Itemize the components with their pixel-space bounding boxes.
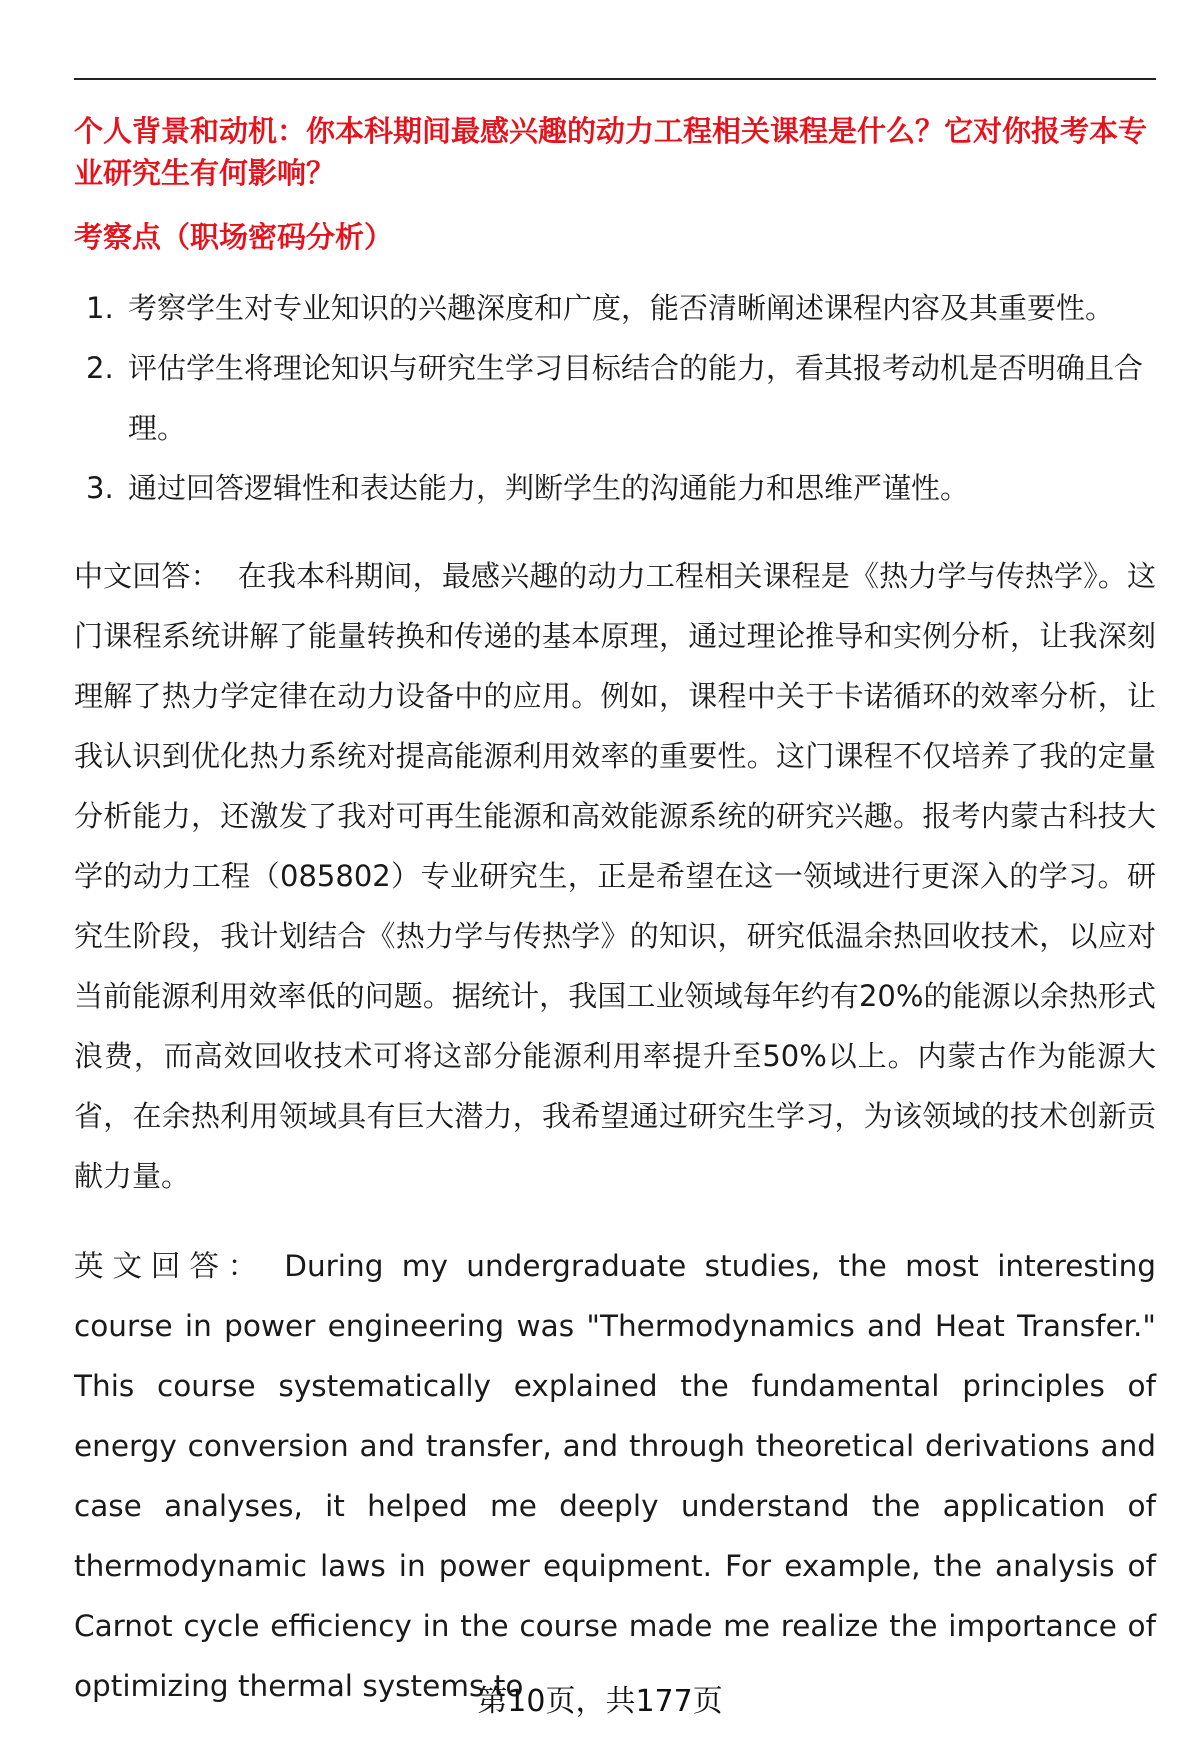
chinese-answer-label: 中文回答：: [74, 559, 220, 593]
list-item-text: 评估学生将理论知识与研究生学习目标结合的能力，看其报考动机是否明确且合理。: [128, 351, 1144, 445]
question-heading: 个人背景和动机：你本科期间最感兴趣的动力工程相关课程是什么？它对你报考本专业研究生有何影响？: [74, 114, 1148, 190]
list-item-number: 2.: [86, 351, 114, 385]
list-item: [74, 458, 1156, 518]
focus-points-list: [74, 278, 1156, 518]
list-item-number: 1.: [86, 291, 114, 325]
english-answer-text: During my undergraduate studies, the most interesting course in power engineering was "Thermodynamics and Heat Transfer." This course systematically explained the fundamental principles of energy conversion and transfer, and through theoretical derivations and case analyses, it helped me deeply understand the application of thermodynamic laws in power equipment. For example, the analysis of Carnot cycle efficiency in the course made me realize the importance of optimizing thermal systems to: [74, 1249, 1156, 1703]
page-number: 第10页，共177页: [477, 1684, 723, 1719]
english-answer: [74, 1236, 1156, 1716]
chinese-answer: [74, 546, 1156, 1206]
list-item-number: 3.: [86, 471, 114, 505]
english-answer-label: 英文回答：: [74, 1249, 267, 1283]
list-item-text: 考察学生对专业知识的兴趣深度和广度，能否清晰阐述课程内容及其重要性。: [128, 291, 1115, 325]
chinese-answer-text: 在我本科期间，最感兴趣的动力工程相关课程是《热力学与传热学》。这门课程系统讲解了能量转换和传递的基本原理，通过理论推导和实例分析，让我深刻理解了热力学定律在动力设备中的应用。例如，课程中关于卡诺循环的效率分析，让我认识到优化热力系统对提高能源利用效率的重要性。这门课程不仅培养了我的定量分析能力，还激发了我对可再生能源和高效能源系统的研究兴趣。报考内蒙古科技大学的动力工程（085802）专业研究生，正是希望在这一领域进行更深入的学习。研究生阶段，我计划结合《热力学与传热学》的知识，研究低温余热回收技术，以应对当前能源利用效率低的问题。据统计，我国工业领域每年约有20%的能源以余热形式浪费，而高效回收技术可将这部分能源利用率提升至50%以上。内蒙古作为能源大省，在余热利用领域具有巨大潜力，我希望通过研究生学习，为该领域的技术创新贡献力量。: [74, 559, 1156, 1193]
list-item-text: 通过回答逻辑性和表达能力，判断学生的沟通能力和思维严谨性。: [128, 471, 970, 505]
header-divider: [74, 78, 1156, 80]
list-item: [74, 338, 1156, 458]
focus-points-heading: 考察点（职场密码分析）: [74, 220, 394, 254]
list-item: [74, 278, 1156, 338]
page-content: [74, 110, 1156, 1716]
